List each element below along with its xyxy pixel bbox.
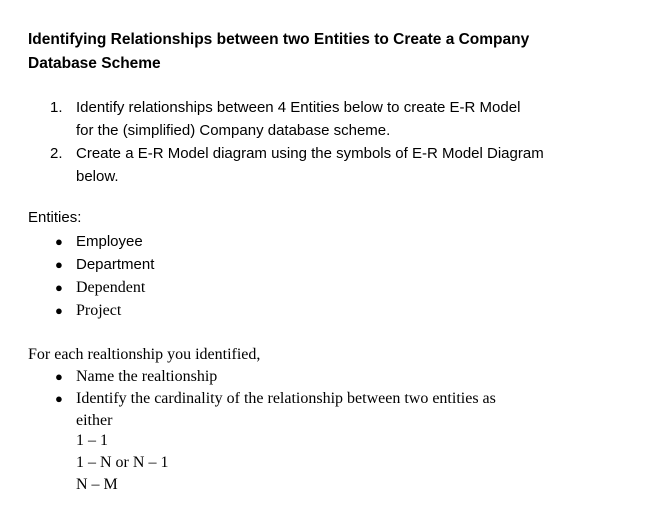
title-line-2: Database Scheme bbox=[28, 55, 161, 72]
title-line-1: Identifying Relationships between two Entities to Create a Company bbox=[28, 31, 530, 48]
entity-name: Dependent bbox=[76, 279, 146, 296]
entities-list bbox=[28, 230, 628, 322]
entities-label: Entities: bbox=[28, 209, 82, 226]
bullet-icon: ● bbox=[55, 369, 63, 384]
task-item-2 bbox=[28, 142, 628, 188]
bullet-icon: ● bbox=[55, 257, 63, 272]
task-list bbox=[28, 96, 628, 188]
task-item-1 bbox=[28, 96, 628, 142]
document-title bbox=[28, 28, 628, 76]
cardinality-item: 1 – 1 bbox=[76, 432, 108, 449]
step-text-line: Identify the cardinality of the relationship between two entities as bbox=[76, 390, 496, 407]
entity-item bbox=[28, 230, 628, 253]
steps-list bbox=[28, 366, 628, 432]
task-text-line: for the (simplified) Company database scheme. bbox=[76, 122, 391, 139]
entity-item bbox=[28, 299, 628, 322]
task-number: 1. bbox=[50, 99, 63, 116]
bullet-icon: ● bbox=[55, 391, 63, 406]
task-text-line: Identify relationships between 4 Entities below to create E-R Model bbox=[76, 99, 521, 116]
bullet-icon: ● bbox=[55, 280, 63, 295]
bullet-icon: ● bbox=[55, 234, 63, 249]
bullet-icon: ● bbox=[55, 303, 63, 318]
entity-name: Project bbox=[76, 302, 122, 319]
step-item-2 bbox=[28, 388, 628, 432]
step-text-line: Name the realtionship bbox=[76, 368, 218, 385]
task-number: 2. bbox=[50, 145, 63, 162]
step-item-1 bbox=[28, 366, 628, 388]
task-text-line: Create a E-R Model diagram using the symbols of E-R Model Diagram bbox=[76, 145, 544, 162]
cardinality-item: 1 – N or N – 1 bbox=[76, 454, 169, 471]
cardinality-item: N – M bbox=[76, 476, 118, 493]
step-text-line: either bbox=[76, 412, 113, 429]
entity-name: Department bbox=[76, 256, 155, 273]
cardinality-list bbox=[76, 430, 168, 496]
entity-item bbox=[28, 276, 628, 299]
entity-item bbox=[28, 253, 628, 276]
foreach-instruction: For each realtionship you identified, bbox=[28, 346, 261, 363]
task-text-line: below. bbox=[76, 168, 119, 185]
entity-name: Employee bbox=[76, 233, 143, 250]
